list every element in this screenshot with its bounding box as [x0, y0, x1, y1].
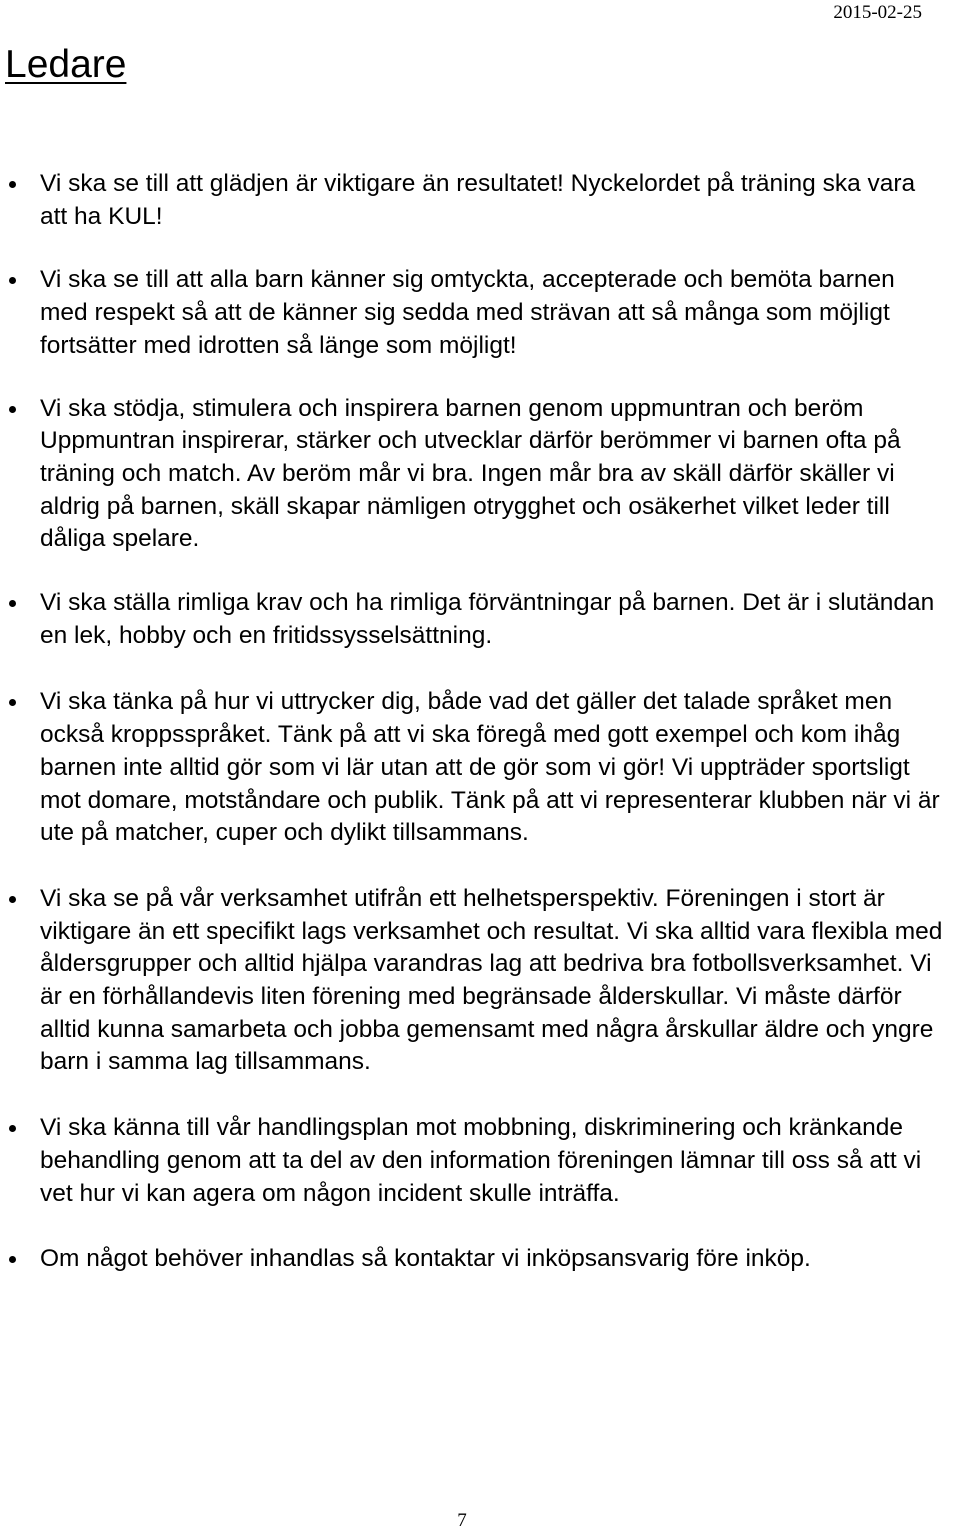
page-number: 7 [457, 1510, 467, 1531]
bullet-icon [9, 406, 16, 413]
list-item [40, 1112, 945, 1210]
bullet-icon [9, 699, 16, 706]
list-item [40, 168, 945, 233]
list-item [40, 393, 945, 557]
bullet-icon [9, 1125, 16, 1132]
list-item-text: Vi ska stödja, stimulera och inspirera barnen genom uppmuntran och beröm Uppmuntran inspirerar, stärker och utvecklar därför berömmer vi barnen ofta på träning och match. Av beröm mår vi bra. Ingen mår bra av skäll därför skäller vi aldrig på barnen, skäll skapar nämligen otrygghet och osäkerhet vilket leder till dåliga spelare. [40, 394, 901, 553]
list-item [40, 686, 945, 850]
list-item [40, 264, 945, 362]
list-item [40, 1243, 945, 1276]
list-item-text: Vi ska se på vår verksamhet utifrån ett helhetsperspektiv. Föreningen i stort är viktigare än ett specifikt lags verksamhet och resultat. Vi ska alltid vara flexibla med åldersgrupper och alltid hjälpa varandras lag att bedriva bra fotbollsverksamhet. Vi är en förhållandevis liten förening med begränsade ålderskullar. Vi måste därför alltid kunna samarbeta och jobba gemensamt med några årskullar äldre och yngre barn i samma lag tillsammans. [40, 884, 943, 1076]
list-item-text: Vi ska tänka på hur vi uttrycker dig, både vad det gäller det talade språket men också kroppsspråket. Tänk på att vi ska föregå med gott exempel och kom ihåg barnen inte alltid gör som vi lär utan att de gör som vi gör! Vi uppträder sportsligt mot domare, motståndare och publik. Tänk på att vi representerar klubben när vi är ute på matcher, cuper och dylikt tillsammans. [40, 688, 940, 847]
list-item-text: Vi ska se till att glädjen är viktigare än resultatet! Nyckelordet på träning ska vara att ha KUL! [40, 170, 916, 230]
guidelines-list [40, 168, 945, 1276]
list-item-text: Om något behöver inhandlas så kontaktar vi inköpsansvarig före inköp. [40, 1245, 811, 1273]
list-item-text: Vi ska se till att alla barn känner sig omtyckta, accepterade och bemöta barnen med respekt så att de känner sig sedda med strävan att så många som möjligt fortsätter med idrotten så länge som möjligt! [40, 266, 895, 359]
document-date: 2015-02-25 [833, 2, 922, 23]
bullet-icon [9, 277, 16, 284]
bullet-icon [9, 896, 16, 903]
bullet-icon [9, 600, 16, 607]
page-title: Ledare [5, 43, 127, 86]
list-item-text: Vi ska känna till vår handlingsplan mot mobbning, diskriminering och kränkande behandling genom att ta del av den information föreningen lämnar till oss så att vi vet hur vi kan agera om någon incident skulle inträffa. [40, 1114, 922, 1207]
list-item [40, 883, 945, 1079]
bullet-icon [9, 181, 16, 188]
list-item [40, 587, 945, 652]
bullet-icon [9, 1256, 16, 1263]
list-item-text: Vi ska ställa rimliga krav och ha rimliga förväntningar på barnen. Det är i slutändan en lek, hobby och en fritidssysselsättning. [40, 589, 935, 649]
